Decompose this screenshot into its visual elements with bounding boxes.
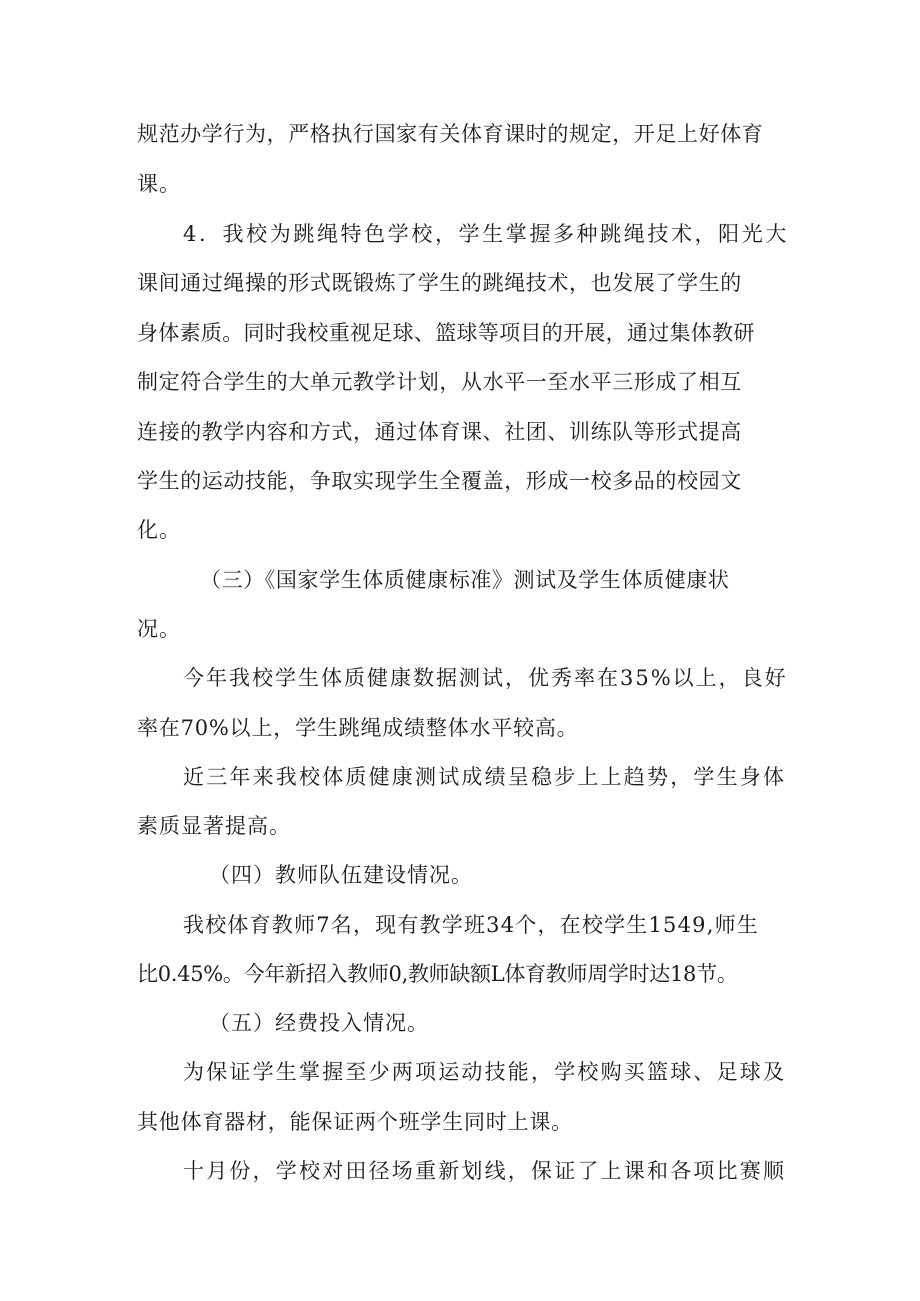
text-line: 比0.45%。今年新招入教师0,教师缺额L体育教师周学时达18节。 bbox=[137, 962, 738, 986]
text-line: 身体素质。同时我校重视足球、篮球等项目的开展，通过集体教研 bbox=[137, 321, 755, 345]
text-line: 率在70%以上，学生跳绳成绩整体水平较高。 bbox=[137, 716, 579, 740]
text-line: 4．我校为跳绳特色学校，学生掌握多种跳绳技术，阳光大 bbox=[183, 222, 789, 246]
text-line: 我校体育教师7名，现有教学班34个，在校学生1549,师生 bbox=[183, 913, 759, 937]
text-line: 课。 bbox=[137, 172, 181, 196]
text-line: 为保证学生掌握至少两项运动技能，学校购买篮球、足球及 bbox=[183, 1060, 787, 1084]
text-line: 素质显著提高。 bbox=[137, 814, 291, 838]
text-line: 化。 bbox=[137, 518, 181, 542]
text-line: 制定符合学生的大单元教学计划，从水平一至水平三形成了相互 bbox=[137, 370, 742, 394]
text-line: 近三年来我校体质健康测试成绩呈稳步上上趋势，学生身体 bbox=[183, 765, 787, 789]
text-line: 其他体育器材，能保证两个班学生同时上课。 bbox=[137, 1110, 573, 1134]
section-heading: （五）经费投入情况。 bbox=[209, 1011, 429, 1035]
text-line: 况。 bbox=[137, 617, 181, 641]
text-line: 今年我校学生体质健康数据测试，优秀率在35%以上，良好 bbox=[183, 666, 788, 690]
text-line: 学生的运动技能，争取实现学生全覆盖，形成一校多品的校园文 bbox=[137, 469, 742, 493]
text-line: 规范办学行为，严格执行国家有关体育课时的规定，开足上好体育 bbox=[137, 122, 764, 146]
section-heading: （四）教师队伍建设情况。 bbox=[209, 863, 473, 887]
text-line: 课间通过绳操的形式既锻炼了学生的跳绳技术，也发展了学生的 bbox=[137, 271, 742, 295]
section-heading: （三）《国家学生体质健康标准》测试及学生体质健康状 bbox=[200, 568, 730, 592]
text-line: 十月份，学校对田径场重新划线，保证了上课和各项比赛顺 bbox=[183, 1159, 787, 1183]
text-line: 连接的教学内容和方式，通过体育课、社团、训练队等形式提高 bbox=[137, 420, 742, 444]
